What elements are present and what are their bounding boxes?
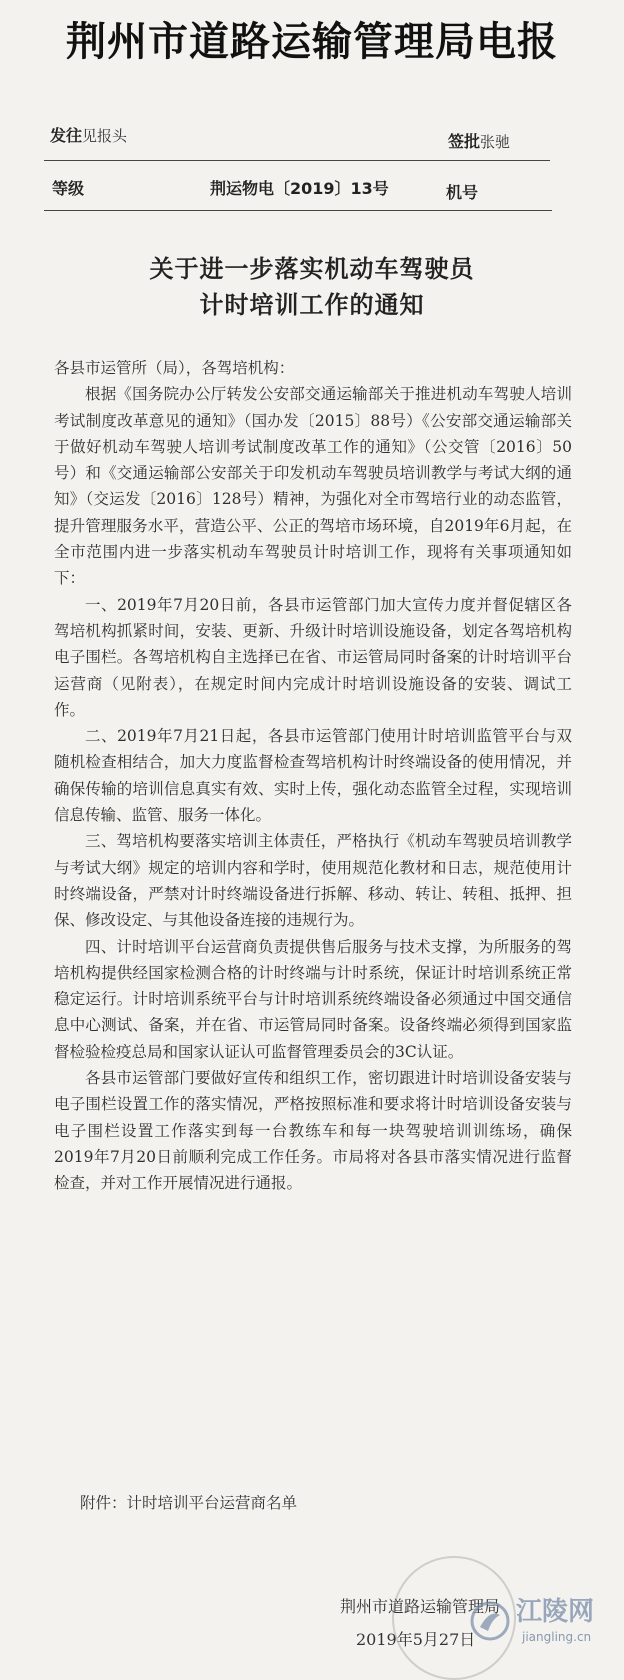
attachment-note: 附件：计时培训平台运营商名单 <box>80 1494 298 1512</box>
sender-field <box>50 125 127 147</box>
body-paragraph-2: 二、2019年7月21日起，各县市运管部门使用计时培训监管平台与双随机检查相结合，加大力度监督检查驾培机构计时终端设备的使用情况，并确保传输的培训信息真实有效、实时上传，强化动态监管全过程，实现培训信息传输、监管、服务一体化。 <box>54 727 572 825</box>
body-paragraph-1: 一、2019年7月20日前，各县市运管部门加大宣传力度并督促辖区各驾培机构抓紧时间，安装、更新、升级计时培训设施设备，划定各驾培机构电子围栏。各驾培机构自主选择已在省、市运管局同时备案的计时培训平台运营商（见附表），在规定时间内完成计时培训设施设备的安装、调试工作。 <box>54 595 572 719</box>
header-rule-2 <box>44 210 552 211</box>
approve-field <box>448 131 510 153</box>
body-paragraph-closing: 各县市运管部门要做好宣传和组织工作，密切跟进计时培训设备安装与电子围栏设置工作的落实情况，严格按照标准和要求将计时培训设备安装与电子围栏设置工作落实到每一台教练车和每一块驾驶培训训练场，确保2019年7月20日前顺利完成工作任务。市局将对各县市落实情况进行监督检查，并对工作开展情况进行通报。 <box>54 1069 572 1193</box>
salutation: 各县市运管所（局），各驾培机构： <box>54 359 295 377</box>
body-paragraph-3: 三、驾培机构要落实培训主体责任，严格执行《机动车驾驶员培训教学与考试大纲》规定的培训内容和学时，使用规范化教材和日志，规范使用计时终端设备，严禁对计时终端设备进行拆解、移动、转让、转租、抵押、担保、修改设定、与其他设备连接的违规行为。 <box>54 832 572 930</box>
header-rule-1 <box>44 160 550 161</box>
machine-label: 机号 <box>446 183 479 202</box>
masthead-title: 荆州市道路运输管理局电报 <box>66 19 558 65</box>
watermark-url: jiangling.cn <box>522 1630 592 1644</box>
sender-value: 见报头 <box>82 127 128 145</box>
grade-label: 等级 <box>52 179 85 198</box>
document-body <box>54 355 572 1197</box>
approve-value: 张驰 <box>480 133 511 151</box>
signature-organization: 荆州市道路运输管理局 <box>340 1597 501 1616</box>
site-watermark <box>468 1595 618 1651</box>
sender-label: 发往 <box>50 126 83 145</box>
body-paragraph-4: 四、计时培训平台运营商负责提供售后服务与技术支撑，为所服务的驾培机构提供经国家检测合格的计时终端与计时系统，保证计时培训系统正常稳定运行。计时培训系统平台与计时培训系统终端设备必须通过中国交通信息中心测试、备案，并在省、市运管局同时备案。设备终端必须得到国家监督检验检疫总局和国家认证认可监督管理委员会的3C认证。 <box>54 937 572 1061</box>
watermark-name: 江陵网 <box>516 1597 595 1627</box>
document-title-line-2: 计时培训工作的通知 <box>199 290 425 319</box>
approve-label: 签批 <box>448 132 481 151</box>
signature-date: 2019年5月27日 <box>356 1630 476 1649</box>
body-paragraph-intro: 根据《国务院办公厅转发公安部交通运输部关于推进机动车驾驶人培训考试制度改革意见的通知》（国办发〔2015〕88号）《公安部交通运输部关于做好机动车驾驶人培训考试制度改革工作的通知》（公交管〔2016〕50号）和《交通运输部公安部关于印发机动车驾驶员培训教学与考试大纲的通知》（交运发〔2016〕128号）精神，为强化对全市驾培行业的动态监管，提升管理服务水平，营造公平、公正的驾培市场环境，自2019年6月起，在全市范围内进一步落实机动车驾驶员计时培训工作，现将有关事项通知如下： <box>54 385 572 588</box>
watermark-logo-icon <box>468 1599 512 1643</box>
doc-number: 荆运物电〔2019〕13号 <box>210 179 389 198</box>
document-title-line-1: 关于进一步落实机动车驾驶员 <box>149 254 475 283</box>
